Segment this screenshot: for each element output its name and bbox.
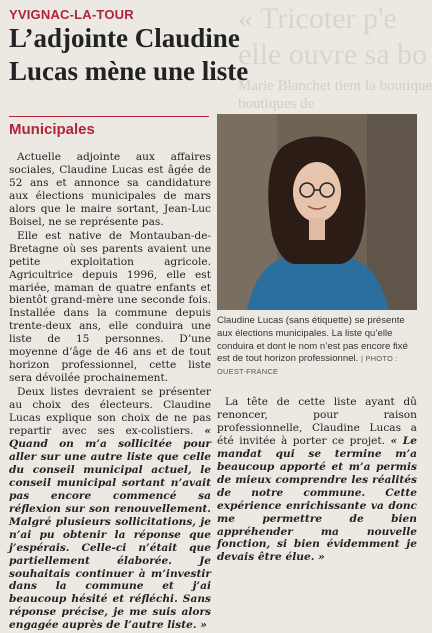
pull-quote: « Le mandat qui se termine m’a beaucoup apporté et m’a permis de mieux comprendre les réalités de notre commune. Cette expérience enrichissante va donc me permettre de bien appréhender ma nouvelle fonction, si bien évidemment je devais être élue. » xyxy=(217,434,417,564)
portrait-illustration xyxy=(217,114,417,310)
rubric-label: Municipales xyxy=(9,121,95,138)
paragraph-text: La tête de cette liste ayant dû renoncer, pour raison professionnelle, Claudine Lucas a été invitée à porter ce projet. xyxy=(217,396,417,447)
background-article-title-line-1: « Tricoter p'e xyxy=(238,2,397,35)
article-paragraph: Actuelle adjointe aux affaires sociales, Claudine Lucas est âgée de 52 ans et annonce sa candidature aux élections municipales de mars alors que le maire sortant, Jean-Luc Boisel, ne se représente pas. xyxy=(9,151,211,228)
background-article-text-line-1: Marie Blanchet tient la boutique xyxy=(238,78,432,94)
pull-quote: « Quand on m’a sollicitée pour aller sur une autre liste que celle du conseil municipal actuel, le conseil municipal sortant n’avait pas encore commencé sa réflexion sur son renouvellement. Malgré plusieurs sollicitations, je n’ai pu obtenir la réponse que j’espérais. Celle-ci n’était que partiellement élaborée. Je souhaitais continuer à m’investir dans la commune et j’ai beaucoup hésité et réfléchi. Sans réponse précise, je me suis alors engagée auprès de l’autre liste. » xyxy=(9,425,211,632)
location-kicker: YVIGNAC-LA-TOUR xyxy=(9,7,134,22)
photo-caption xyxy=(217,315,419,379)
article-column-right xyxy=(217,396,417,568)
article-headline: L’adjointe Claudine Lucas mène une liste xyxy=(9,23,249,86)
background-article-title-line-2: elle ouvre sa bo xyxy=(238,38,428,71)
article-paragraph-with-quote xyxy=(9,386,211,632)
rubric-divider xyxy=(9,116,209,117)
background-article-text-line-2: boutiques de xyxy=(238,96,315,112)
article-paragraph-with-quote xyxy=(217,396,417,564)
article-paragraph: Elle est native de Montauban-de-Bretagne où ses parents avaient une petite exploitation agricole. Agricultrice depuis 1996, elle est mariée, maman de quatre enfants et bientôt grand-mère une seconde fois. Installée dans la commune depuis trente-deux ans, elle conduira une liste de 15 personnes. D’une moyenne d’âge de 46 ans et de tout horizon professionnel, cette liste sera dévoilée prochainement. xyxy=(9,229,211,385)
photo-credit: | PHOTO : OUEST-FRANCE xyxy=(217,354,398,377)
paragraph-text: Deux listes devraient se présenter au choix des électeurs. Claudine Lucas explique son choix de ne pas repartir avec ses ex-colistiers. xyxy=(9,386,211,438)
portrait-photo xyxy=(217,114,417,310)
article-column-left xyxy=(9,151,211,633)
caption-text: Claudine Lucas (sans étiquette) se présente aux élections municipales. La liste qu’elle conduira et dont le nom n’est pas encore fixé est de tout horizon professionnel. xyxy=(217,315,408,365)
